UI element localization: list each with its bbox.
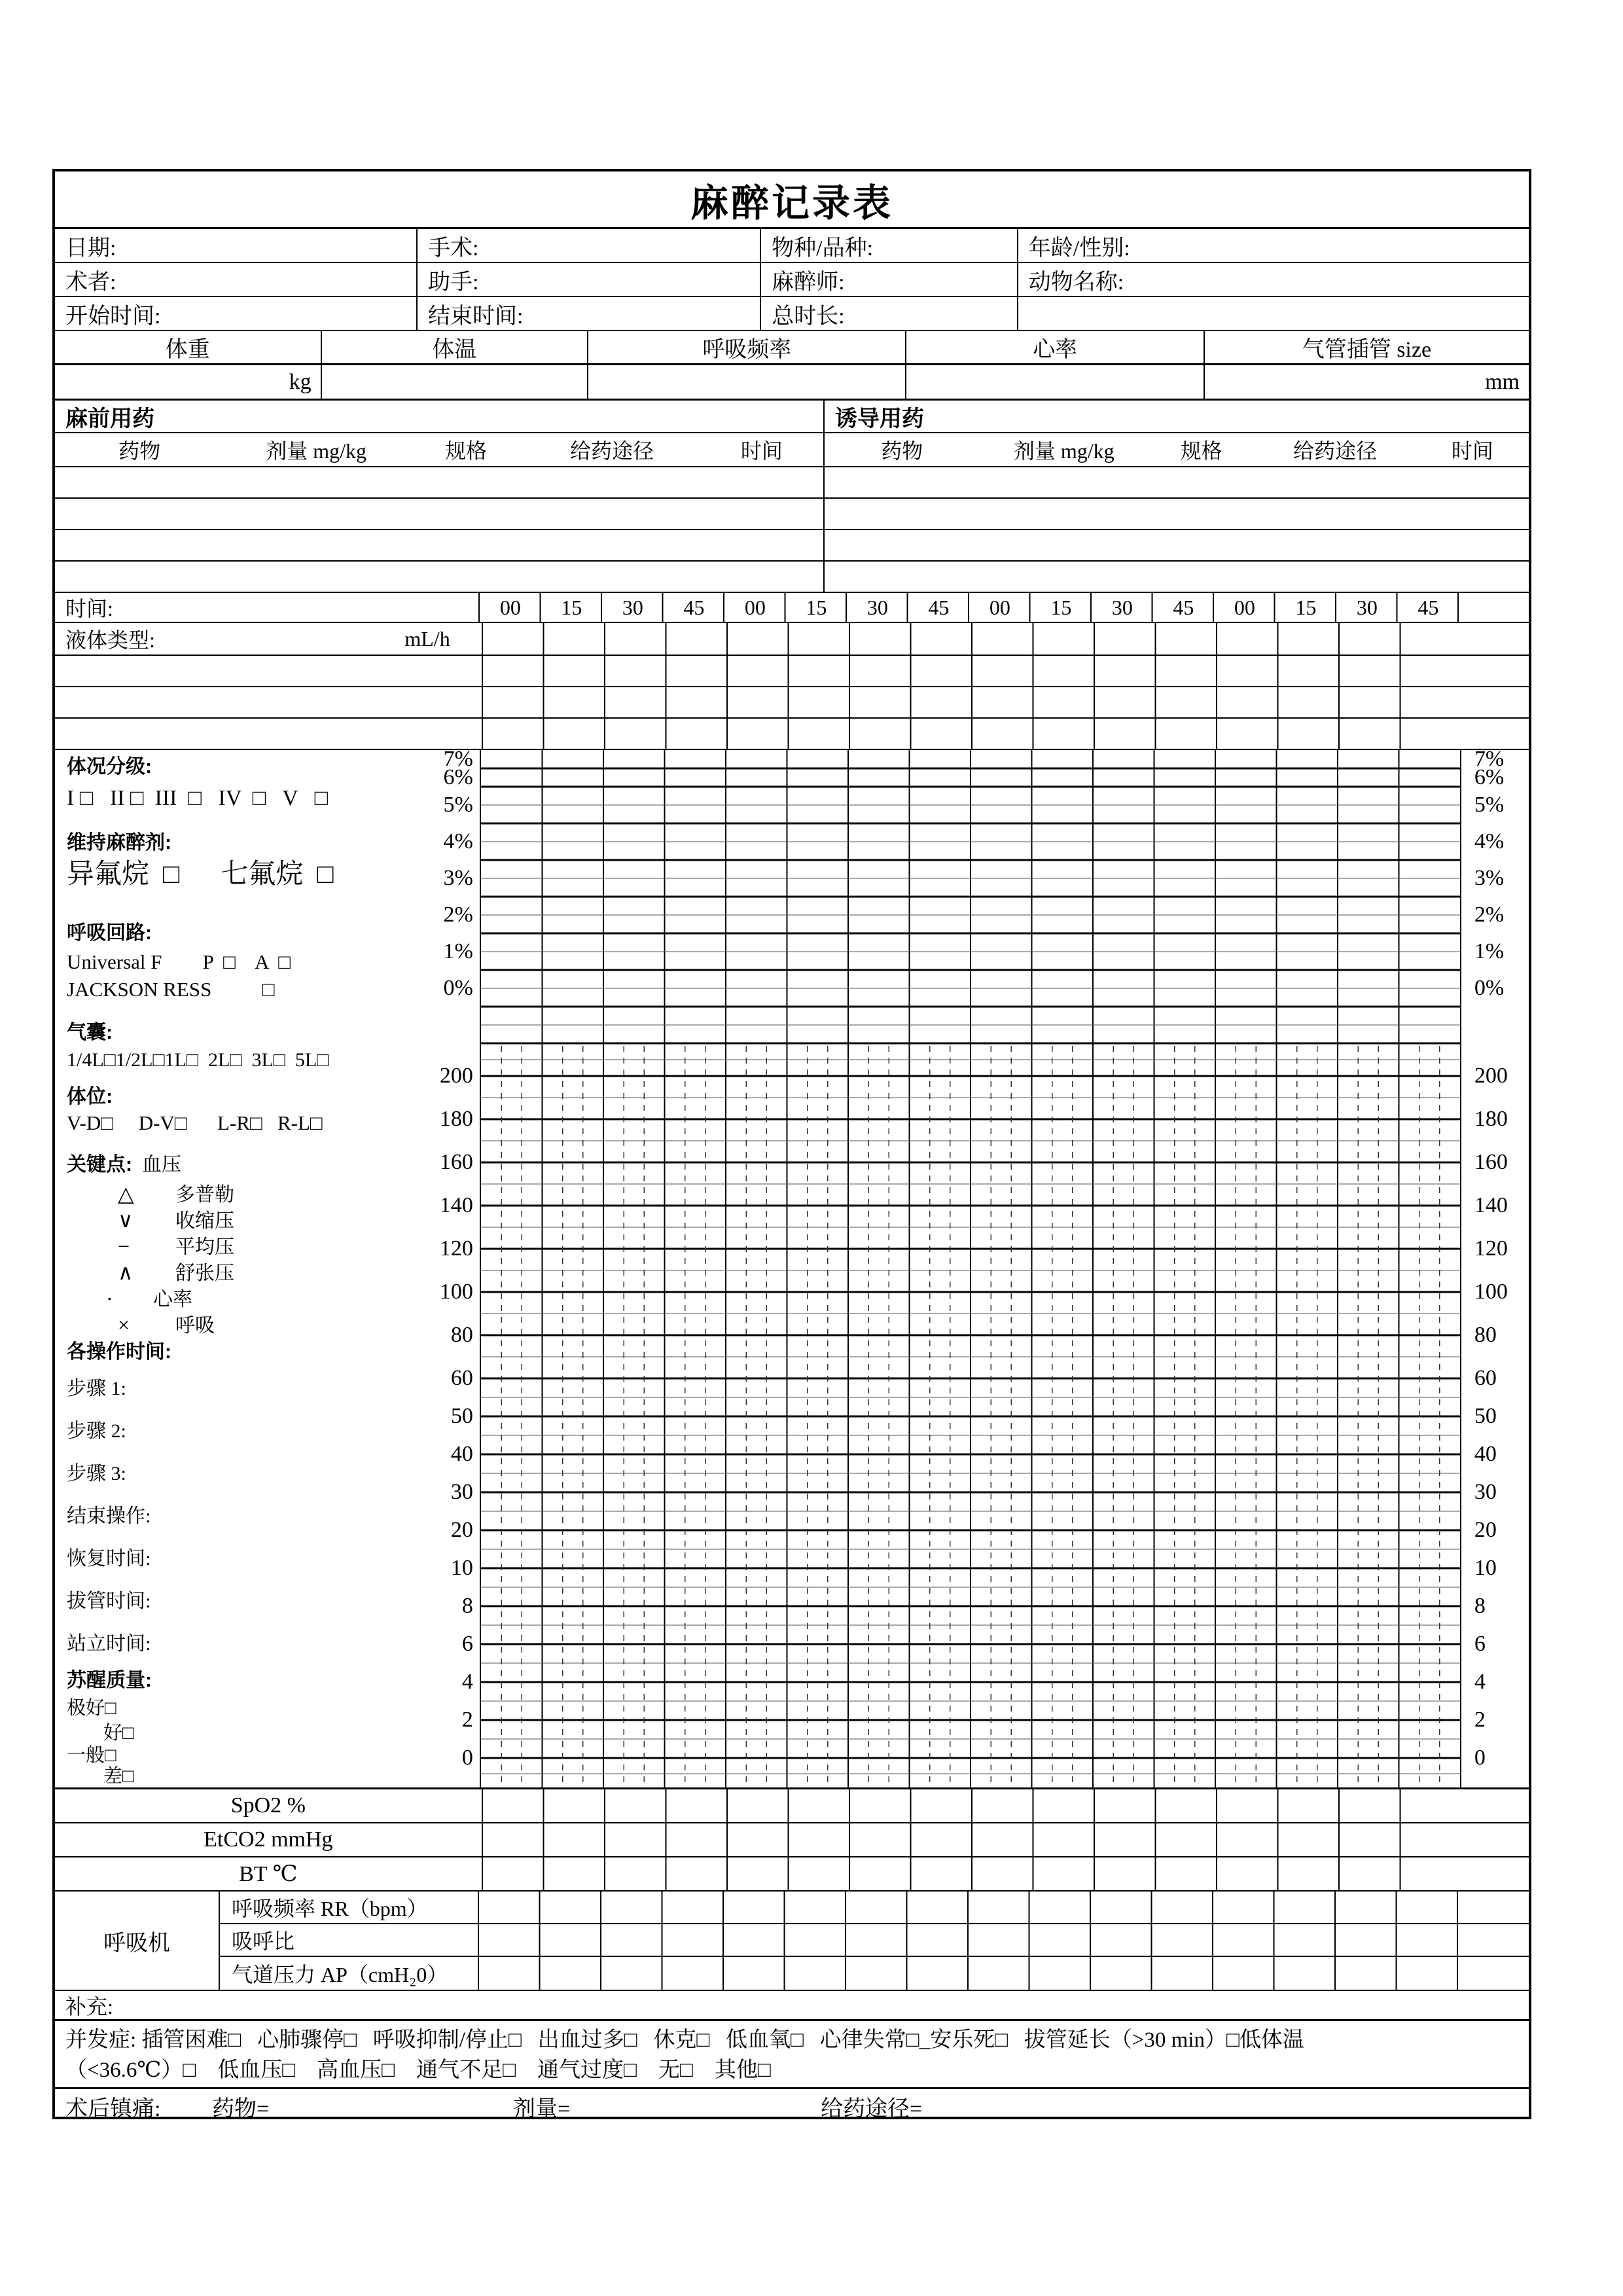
axis-label: 120 xyxy=(439,1236,473,1261)
maintenance-label: 维持麻醉剂: xyxy=(67,832,171,853)
time-slot: 30 xyxy=(1356,596,1378,619)
time-slot: 00 xyxy=(744,596,766,619)
axis-label: 80 xyxy=(1474,1323,1497,1347)
time-slot: 15 xyxy=(1050,596,1072,619)
keypoints-bp: 血压 xyxy=(142,1154,181,1175)
axis-label: 100 xyxy=(1474,1280,1508,1304)
infusion-row[interactable] xyxy=(55,656,1529,687)
extubation-time-field[interactable]: 拔管时间: xyxy=(67,1590,151,1612)
triangle-icon: △ xyxy=(118,1182,134,1206)
animal-name-field[interactable]: 动物名称: xyxy=(1028,270,1124,295)
axis-label: 2 xyxy=(1474,1708,1486,1732)
axis-label: 3% xyxy=(1474,866,1505,890)
axis-label: 1% xyxy=(443,939,473,963)
medication-section-headers xyxy=(55,401,1529,433)
time-slot: 00 xyxy=(1234,596,1255,619)
time-slot: 15 xyxy=(561,596,582,619)
keypoints-label: 关键点: xyxy=(67,1154,132,1175)
date-field[interactable]: 日期: xyxy=(65,236,116,260)
ventilator-ie-cells[interactable] xyxy=(479,1924,1458,1956)
analgesia-label: 术后镇痛: xyxy=(65,2096,161,2121)
axis-label: 0 xyxy=(461,1746,473,1770)
axis-label: 0% xyxy=(1474,976,1505,1000)
ventilator-ap-label: 气道压力 AP（cmH₂0） xyxy=(232,1963,448,1986)
analgesia-dose-field[interactable]: 剂量= xyxy=(513,2096,571,2121)
medication-row[interactable] xyxy=(55,530,1529,562)
legend-mean: − 平均压 xyxy=(118,1234,234,1258)
ventilator-ap-cells[interactable] xyxy=(479,1957,1458,1990)
axis-label: 3% xyxy=(443,866,473,890)
fluid-type-label[interactable]: 液体类型: xyxy=(65,628,155,652)
etco2-cells[interactable] xyxy=(483,1823,1459,1856)
surgery-field[interactable]: 手术: xyxy=(428,236,479,260)
axis-label: 80 xyxy=(450,1323,473,1347)
step1-field[interactable]: 步骤 1: xyxy=(67,1378,126,1399)
ventilator-rr-label: 呼吸频率 RR（bpm） xyxy=(232,1897,428,1920)
axis-label: 2% xyxy=(1474,903,1505,927)
axis-label: 180 xyxy=(1474,1107,1508,1131)
time-slot: 45 xyxy=(1418,596,1439,619)
position-checkboxes[interactable]: V-D□ D-V□ L-R□ R-L□ xyxy=(67,1111,323,1134)
asa-label: 体况分级: xyxy=(67,756,152,778)
axis-label: 6 xyxy=(1474,1632,1486,1656)
axis-label: 2% xyxy=(443,903,473,927)
time-slot: 30 xyxy=(866,596,888,619)
axis-right-column xyxy=(1460,747,1529,1787)
circuit-label: 呼吸回路: xyxy=(67,922,152,944)
supplement-field[interactable]: 补充: xyxy=(65,1994,113,2018)
bt-row xyxy=(55,1857,1529,1892)
axis-label: 1% xyxy=(1474,939,1505,963)
analgesia-row xyxy=(55,2089,1529,2123)
axis-label: 8 xyxy=(1474,1594,1486,1618)
axis-label: 10 xyxy=(1474,1556,1497,1580)
et-tube-unit[interactable]: mm xyxy=(1485,369,1520,394)
keypoints-line xyxy=(67,1153,181,1177)
medication-row[interactable] xyxy=(55,467,1529,499)
ventilator-ie-row xyxy=(220,1924,1529,1957)
ventilator-section xyxy=(55,1892,1529,1991)
etco2-row xyxy=(55,1823,1529,1857)
ventilator-rr-row xyxy=(220,1892,1529,1924)
assistant-field[interactable]: 助手: xyxy=(428,270,479,295)
time-slot: 45 xyxy=(928,596,950,619)
weight-header: 体重 xyxy=(165,338,210,362)
bag-label: 气囊: xyxy=(67,1022,113,1043)
axis-label: 140 xyxy=(439,1193,473,1217)
page-title: 麻醉记录表 xyxy=(690,181,893,224)
axis-label: 40 xyxy=(1474,1442,1497,1466)
time-slot: 15 xyxy=(806,596,827,619)
complications-block xyxy=(55,2021,1529,2089)
recovery-time-field[interactable]: 恢复时间: xyxy=(67,1548,151,1570)
col-spec: 规格 xyxy=(444,439,487,463)
col-dose: 剂量 mg/kg xyxy=(1013,439,1115,463)
axis-label: 200 xyxy=(439,1064,473,1088)
start-time-field[interactable]: 开始时间: xyxy=(65,304,161,329)
vitals-values xyxy=(55,365,1529,401)
end-op-field[interactable]: 结束操作: xyxy=(67,1505,151,1527)
axis-label: 10 xyxy=(450,1556,473,1580)
analgesia-route-field[interactable]: 给药途径= xyxy=(821,2096,923,2121)
infusion-row[interactable] xyxy=(55,687,1529,719)
temperature-header: 体温 xyxy=(432,338,477,362)
op-times-label: 各操作时间: xyxy=(67,1341,171,1363)
axis-label: 8 xyxy=(461,1594,473,1618)
col-time: 时间 xyxy=(740,439,783,463)
heart-rate-value[interactable] xyxy=(906,365,1204,399)
supplement-row xyxy=(55,1991,1529,2021)
circuit-universal-f-checkboxes[interactable]: Universal F P □ A □ xyxy=(67,950,291,973)
step3-field[interactable]: 步骤 3: xyxy=(67,1463,126,1484)
time-slot: 30 xyxy=(622,596,643,619)
medication-column-headers xyxy=(55,433,1529,467)
axis-label: 4% xyxy=(1474,829,1505,853)
chart-grid-lines xyxy=(481,750,1460,1789)
bt-cells[interactable] xyxy=(483,1857,1459,1890)
axis-label: 5% xyxy=(1474,793,1505,817)
axis-label: 0 xyxy=(1474,1746,1486,1770)
axis-label: 2 xyxy=(461,1708,473,1732)
species-field[interactable]: 物种/品种: xyxy=(772,236,874,260)
standing-time-field[interactable]: 站立时间: xyxy=(67,1633,151,1655)
analgesia-drug-field[interactable]: 药物= xyxy=(212,2096,270,2121)
col-drug: 药物 xyxy=(881,439,923,463)
axis-label: 100 xyxy=(439,1280,473,1304)
surgeon-field[interactable]: 术者: xyxy=(65,270,116,295)
time-header-row xyxy=(55,593,1529,623)
col-dose: 剂量 mg/kg xyxy=(266,439,366,463)
time-slot: 45 xyxy=(1173,596,1194,619)
vitals-header xyxy=(55,331,1529,365)
infusion-row[interactable] xyxy=(55,719,1529,750)
chevron-down-icon: ∨ xyxy=(118,1208,134,1232)
end-time-field[interactable]: 结束时间: xyxy=(428,304,524,329)
step2-field[interactable]: 步骤 2: xyxy=(67,1420,126,1442)
bag-checkboxes[interactable]: 1/4L□1/2L□1L□ 2L□ 3L□ 5L□ xyxy=(67,1049,329,1071)
legend-systolic: ∨ 收缩压 xyxy=(118,1208,234,1232)
axis-label: 0% xyxy=(443,976,473,1000)
recovery-poor-checkbox[interactable]: 差□ xyxy=(103,1766,134,1787)
respiratory-rate-value[interactable] xyxy=(588,365,906,399)
spo2-label: SpO2 % xyxy=(230,1793,306,1818)
info-row-1 xyxy=(55,229,1529,263)
heart-rate-header: 心率 xyxy=(1033,338,1078,362)
medication-row[interactable] xyxy=(55,499,1529,530)
position-label: 体位: xyxy=(67,1086,113,1107)
spo2-row xyxy=(55,1789,1529,1823)
complications-line1[interactable]: 并发症: 插管困难□ 心肺骤停□ 呼吸抑制/停止□ 出血过多□ 休克□ 低血氧□ 心律失常□_安乐死□ 拔管延长（>30 min）□低体温 xyxy=(65,2028,1304,2052)
time-slot: 00 xyxy=(499,596,521,619)
time-label: 时间: xyxy=(65,597,113,620)
chart-section xyxy=(55,747,1529,1789)
recovery-quality-label: 苏醒质量: xyxy=(67,1670,152,1691)
axis-label: 4% xyxy=(443,829,473,853)
anesthetist-field[interactable]: 麻醉师: xyxy=(772,270,845,295)
info-row-2 xyxy=(55,263,1529,297)
time-slot-extra xyxy=(1459,593,1529,622)
medication-row[interactable] xyxy=(55,562,1529,593)
fluid-grid-cells[interactable] xyxy=(483,623,1459,655)
chart-grid[interactable] xyxy=(481,750,1460,1787)
time-slot-row xyxy=(480,593,1459,622)
legend-diastolic: ∧ 舒张压 xyxy=(118,1261,234,1284)
axis-label: 6 xyxy=(461,1632,473,1656)
ventilator-rr-cells[interactable] xyxy=(479,1892,1458,1923)
chevron-up-icon: ∧ xyxy=(118,1261,134,1284)
axis-label: 50 xyxy=(450,1404,473,1428)
ventilator-label: 呼吸机 xyxy=(103,1931,170,1956)
axis-label: 50 xyxy=(1474,1404,1497,1428)
axis-label: 160 xyxy=(439,1150,473,1174)
axis-label: 40 xyxy=(450,1442,473,1466)
age-sex-field[interactable]: 年龄/性别: xyxy=(1028,236,1130,260)
etco2-label: EtCO2 mmHg xyxy=(204,1827,333,1852)
weight-unit[interactable]: kg xyxy=(289,369,312,394)
col-time: 时间 xyxy=(1451,439,1493,463)
time-slot: 15 xyxy=(1295,596,1317,619)
axis-label: 30 xyxy=(450,1480,473,1504)
induction-title: 诱导用药 xyxy=(834,406,924,431)
axis-label: 20 xyxy=(1474,1518,1497,1542)
axis-label: 4 xyxy=(461,1670,473,1694)
complications-label: 并发症: xyxy=(65,2028,137,2052)
col-drug: 药物 xyxy=(118,439,161,463)
time-slot: 45 xyxy=(683,596,705,619)
ventilator-ie-label: 吸呼比 xyxy=(232,1929,295,1953)
axis-label: 60 xyxy=(1474,1366,1497,1390)
legend-doppler: △ 多普勒 xyxy=(118,1182,234,1206)
spo2-cells[interactable] xyxy=(483,1789,1459,1822)
bt-label: BT ℃ xyxy=(239,1862,298,1886)
axis-label: 6% xyxy=(1474,765,1505,789)
axis-label: 120 xyxy=(1474,1236,1508,1261)
axis-label: 160 xyxy=(1474,1150,1508,1174)
legend-respiration: × 呼吸 xyxy=(118,1313,215,1336)
et-tube-header: 气管插管 size xyxy=(1302,338,1432,362)
fluid-unit: mL/h xyxy=(404,626,450,651)
axis-label: 30 xyxy=(1474,1480,1497,1504)
asa-checkboxes[interactable]: I □ II □ III □ IV □ V □ xyxy=(67,786,329,810)
time-slot: 00 xyxy=(989,596,1010,619)
info-row-3 xyxy=(55,297,1529,331)
axis-label: 60 xyxy=(450,1366,473,1390)
time-slot: 30 xyxy=(1111,596,1133,619)
axis-label: 6% xyxy=(443,765,473,789)
recovery-excellent-checkbox[interactable]: 极好□ xyxy=(67,1698,116,1719)
col-route: 给药途径 xyxy=(1293,439,1378,463)
maintenance-checkboxes[interactable]: 异氟烷 □ 七氟烷 □ xyxy=(67,859,334,889)
respiratory-rate-header: 呼吸频率 xyxy=(702,338,792,362)
axis-label: 200 xyxy=(1474,1064,1508,1088)
axis-label: 20 xyxy=(450,1518,473,1542)
circuit-jackson-rees-checkbox[interactable]: JACKSON RESS □ xyxy=(67,978,275,1001)
axis-label: 4 xyxy=(1474,1670,1486,1694)
col-spec: 规格 xyxy=(1180,439,1222,463)
ventilator-ap-row xyxy=(220,1957,1529,1990)
complications-line2[interactable]: （<36.6℃）□ 低血压□ 高血压□ 通气不足□ 通气过度□ 无□ 其他□ xyxy=(65,2058,771,2082)
title-bar xyxy=(55,171,1529,229)
axis-label: 7% xyxy=(1474,747,1505,771)
fluid-row xyxy=(55,623,1529,656)
dash-icon: − xyxy=(118,1234,130,1258)
pre-anesthesia-title: 麻前用药 xyxy=(65,406,154,431)
total-duration-field[interactable]: 总时长: xyxy=(772,304,845,329)
chart-sidebar xyxy=(55,747,481,1787)
recovery-good-checkbox[interactable]: 好□ xyxy=(103,1723,134,1744)
axis-label: 7% xyxy=(443,747,473,771)
axis-label: 5% xyxy=(443,793,473,817)
legend-heart-rate: · 心率 xyxy=(106,1287,192,1310)
form-container xyxy=(52,169,1531,2119)
dot-icon: · xyxy=(106,1287,113,1310)
axis-label: 140 xyxy=(1474,1193,1508,1217)
temperature-value[interactable] xyxy=(322,365,589,399)
col-route: 给药途径 xyxy=(569,439,654,463)
recovery-fair-checkbox[interactable]: 一般□ xyxy=(67,1745,116,1766)
cross-icon: × xyxy=(118,1313,130,1336)
axis-label: 180 xyxy=(439,1107,473,1131)
